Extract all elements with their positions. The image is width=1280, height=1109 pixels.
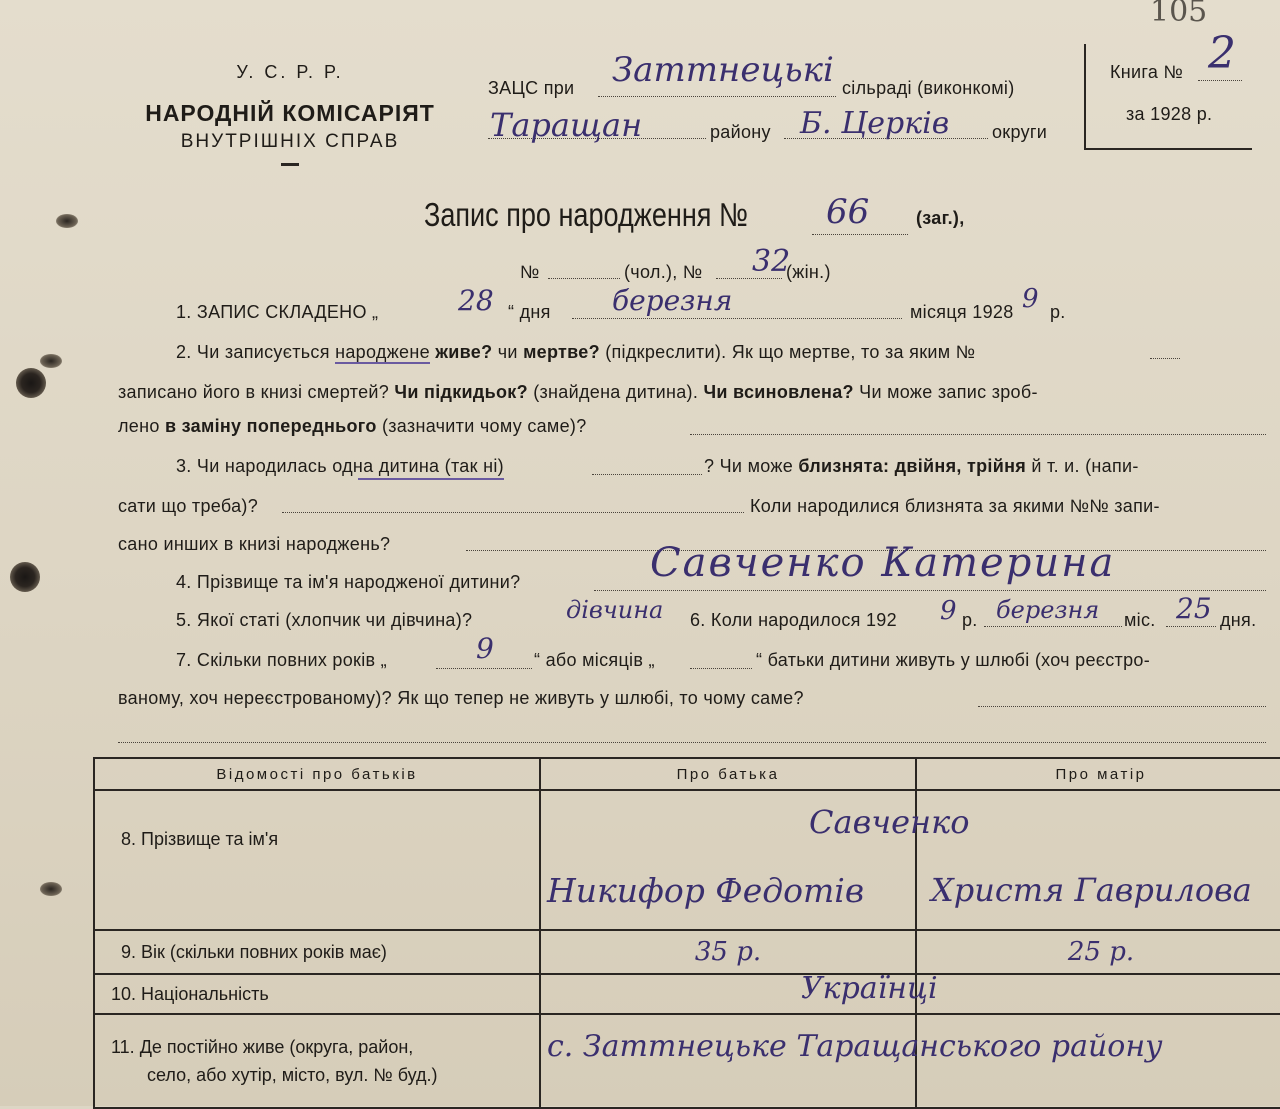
book-year: за 1928 р. (1126, 104, 1213, 124)
item7-fill-line2 (118, 742, 1266, 743)
okrug-label: округи (992, 122, 1048, 142)
item2-or: чи (497, 342, 518, 362)
item3-twins: близнята: (798, 456, 890, 476)
book-number: 2 (1208, 28, 1236, 79)
female-number: 32 (752, 244, 791, 279)
item2-adopted: Чи всиновлена? (703, 382, 854, 402)
item3-text: й т. и. (напи- (1031, 456, 1139, 476)
item2-text: лено (118, 416, 160, 436)
item1-month: березня (612, 284, 733, 317)
item2-text: 2. Чи записується (176, 342, 330, 362)
mother-name: Христя Гаврилова (931, 871, 1252, 909)
item1-year-correction: 9 (1022, 284, 1039, 314)
item3-line2-a: сати що треба)? (118, 496, 259, 516)
item2-dead: мертве? (523, 342, 600, 362)
item6-year-digit: 9 (940, 596, 957, 626)
item7-mid: “ або місяців „ (534, 650, 655, 670)
department-title: ВНУТРІШНІХ СПРАВ (180, 131, 400, 152)
parents-surname: Савченко (809, 803, 970, 841)
council-label: сільраді (виконкомі) (842, 78, 1015, 98)
row-label: 8. Прізвище та ім'я (94, 790, 540, 930)
father-name: Никифор Федотів (547, 871, 865, 910)
district-handwritten: Таращан (490, 106, 643, 144)
item6-day-line (1166, 626, 1216, 627)
item5-label: 5. Якої статі (хлопчик чи дівчина)? (176, 610, 473, 630)
table-row (94, 930, 1280, 974)
item1-day: 28 (458, 284, 494, 317)
table-header-row (94, 758, 1280, 790)
father-name-cell (540, 790, 970, 930)
book-fill-line (1198, 80, 1242, 81)
item7-years: 9 (476, 632, 494, 665)
residence-label-line1: 11. Де постійно живе (округа, район, (111, 1037, 414, 1057)
page-number: 105 (1150, 0, 1208, 29)
item3-line3: сано инших в книзі народжень? (118, 534, 391, 554)
record-suffix: (заг.), (916, 208, 965, 228)
item7-after: “ батьки дитини живуть у шлюбі (хоч реєстро- (756, 650, 1151, 670)
item1-day-label: “ дня (508, 302, 551, 322)
col-header-father: Про батька (540, 758, 916, 790)
item2-alive: живе? (435, 342, 493, 362)
table-row (94, 1014, 1280, 1108)
child-sex: дівчина (566, 596, 664, 624)
item3-line1-b (704, 456, 1139, 477)
item2-text: (підкреслити). Як що мертве, то за яким № (605, 342, 976, 362)
item7-prefix: 7. Скільки повних років „ (176, 650, 387, 670)
male-label: (чол.), № (624, 262, 703, 282)
okrug-handwritten: Б. Церків (800, 106, 950, 141)
item6-month: березня (996, 596, 1100, 624)
zags-label: ЗАЦС при (488, 78, 575, 98)
item6-day: 25 (1176, 592, 1212, 625)
item2-text: (знайдена дитина). (533, 382, 699, 402)
item3-triplet: трійня (967, 456, 1027, 476)
item6-month-line (984, 626, 1122, 627)
republic-label: У. С. Р. Р. (236, 62, 344, 82)
paper-damage (40, 882, 62, 896)
item7-fill-line (978, 706, 1266, 707)
item1-year-end: р. (1050, 302, 1066, 322)
item2-replacement: в заміну попереднього (164, 416, 377, 436)
parents-table (93, 757, 1280, 1109)
item3-line1-a: 3. Чи народилась одна дитина (так ні) (176, 456, 504, 476)
residence-cell (540, 1014, 1163, 1108)
commissariat-title: НАРОДНІЙ КОМІСАРІЯТ (145, 100, 435, 126)
item7-line2: ваному, хоч нереєстрованому)? Як що тепер не живуть у шлюбі, то чому саме? (118, 688, 804, 708)
punch-hole (16, 368, 46, 398)
nationality: Українці (801, 971, 938, 1006)
mother-age-value: 25 р. (1067, 937, 1135, 967)
item2-line1 (176, 342, 975, 363)
paper-damage (56, 214, 78, 228)
mother-age (916, 930, 1280, 974)
item2-reason-line (690, 434, 1266, 435)
council-handwritten: Заттнецькі (612, 50, 834, 90)
item1-month-label: місяця 1928 (910, 302, 1014, 322)
item7-months-line (690, 668, 752, 669)
council-fill-line (598, 96, 836, 97)
record-title: Запис про народження № (424, 196, 749, 233)
item6-label-c: міс. (1124, 610, 1156, 630)
male-number-line (548, 278, 620, 279)
residence-label-line2: село, або хутір, місто, вул. № буд.) (147, 1065, 438, 1085)
item4-label: 4. Прізвище та ім'я народженої дитини? (176, 572, 521, 592)
col-header-info: Відомості про батьків (94, 758, 540, 790)
table-row (94, 790, 1280, 930)
item3-fill-line (592, 474, 702, 475)
issuer-header (120, 62, 460, 166)
mother-nationality-cell (916, 974, 1280, 1014)
col-header-mother: Про матір (916, 758, 1280, 790)
item3-fill-line2 (282, 512, 744, 513)
residence: с. Заттнецьке Таращанського району (547, 1029, 1163, 1064)
header-dash (281, 163, 299, 166)
item2-line3 (118, 416, 587, 437)
nationality-cell (540, 971, 938, 1014)
item2-fill-line (1150, 358, 1180, 359)
item3-underline (358, 478, 504, 480)
item4-fill-line (594, 590, 1266, 591)
item2-line2 (118, 382, 1038, 403)
father-age (540, 930, 916, 974)
item1-label: 1. ЗАПИС СКЛАДЕНО „ (176, 302, 379, 322)
book-number-box (1084, 28, 1252, 150)
no-label: № (520, 262, 540, 282)
item2-text: Чи може запис зроб- (859, 382, 1038, 402)
title-number-line (812, 234, 908, 235)
child-name: Савченко Катерина (650, 540, 1116, 586)
item3-line2-b: Коли народилися близнята за якими №№ запи- (750, 496, 1160, 516)
item3-text: ? Чи може (704, 456, 793, 476)
female-label: (жін.) (786, 262, 831, 282)
row-label (94, 1014, 540, 1108)
book-label: Книга № (1110, 62, 1184, 82)
item2-text: (зазначити чому саме)? (381, 416, 587, 436)
punch-hole (10, 562, 40, 592)
item2-text: записано його в книзі смертей? (118, 382, 390, 402)
district-label: району (710, 122, 771, 142)
item2-born-underlined: народжене (335, 342, 430, 362)
item3-twin: двійня, (894, 456, 962, 476)
row-label: 10. Національність (94, 974, 540, 1014)
row-label: 9. Вік (скільки повних років має) (94, 930, 540, 974)
item6-label-d: дня. (1220, 610, 1257, 630)
father-age-value: 35 р. (694, 937, 762, 967)
item6-label-b: р. (962, 610, 978, 630)
item7-years-line (436, 668, 532, 669)
table-row (94, 974, 1280, 1014)
item6-label-a: 6. Коли народилося 192 (690, 610, 897, 630)
mother-name-cell (916, 790, 1280, 930)
item1-month-line (572, 318, 902, 319)
paper-damage (40, 354, 62, 368)
item2-foundling: Чи підкидьок? (394, 382, 528, 402)
record-number: 66 (826, 192, 870, 232)
